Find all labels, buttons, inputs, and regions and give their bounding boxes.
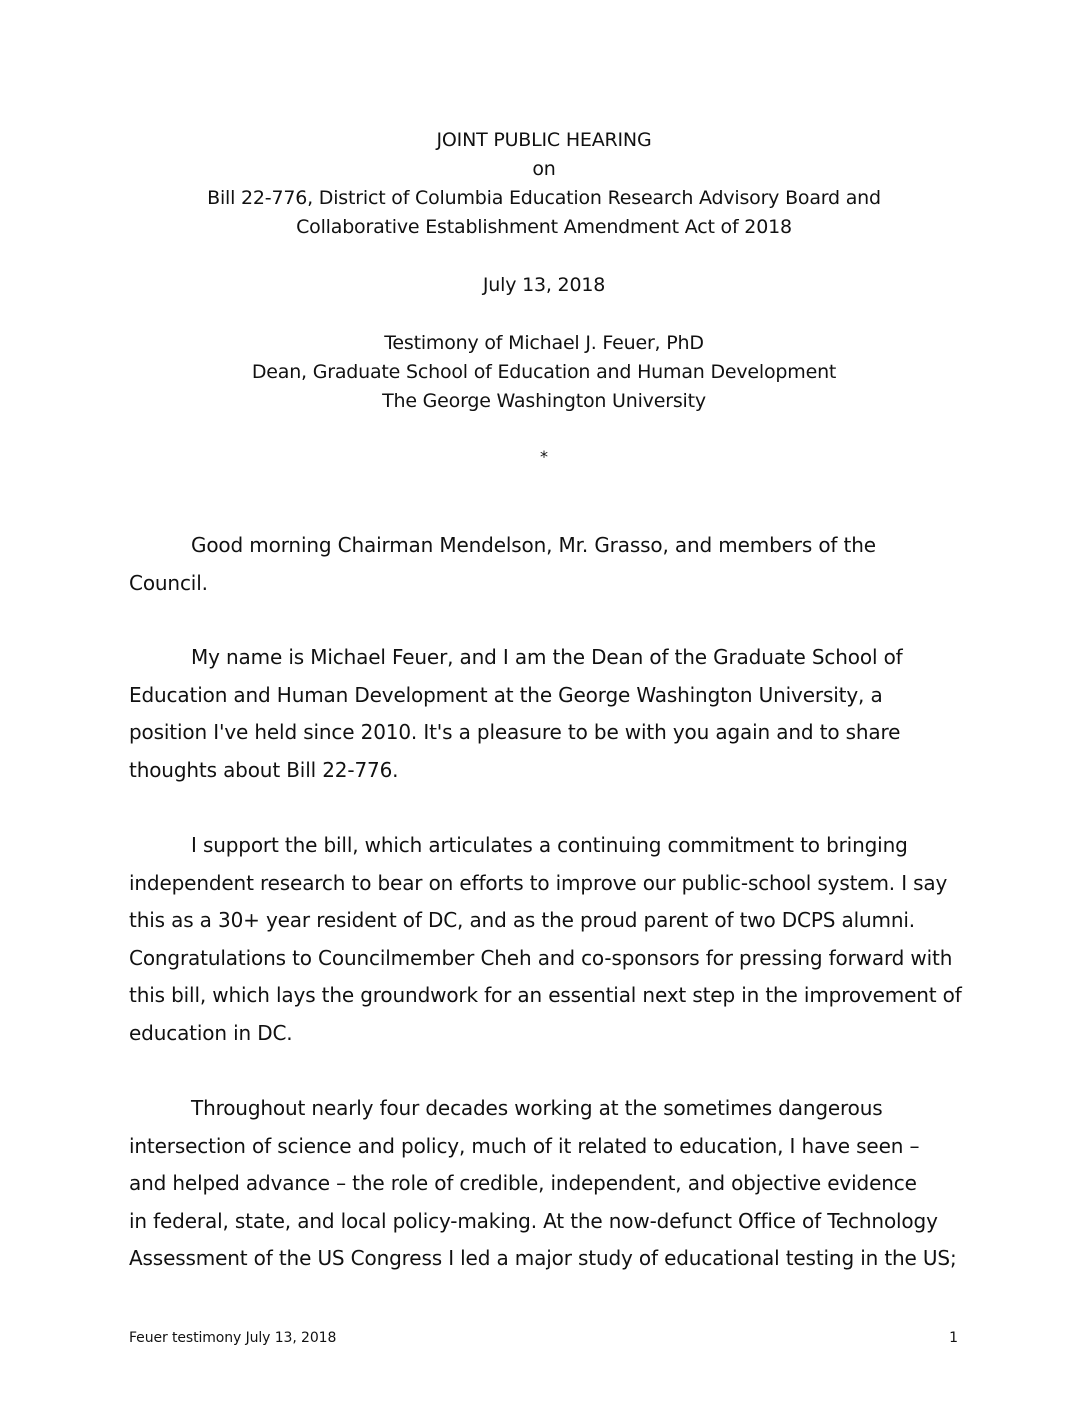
author-block	[0, 329, 1088, 416]
paragraph-1	[129, 527, 969, 602]
bill-title-line-2: Collaborative Establishment Amendment Act of 2018	[296, 216, 792, 238]
paragraph-line: education in DC.	[129, 1020, 293, 1045]
hearing-date	[0, 271, 1088, 300]
paragraph-line: Congratulations to Councilmember Cheh and co-sponsors for pressing forward with	[129, 945, 953, 970]
author-institution: The George Washington University	[382, 390, 706, 412]
paragraph-line: this as a 30+ year resident of DC, and as the proud parent of two DCPS alumni.	[129, 908, 916, 932]
hearing-title: JOINT PUBLIC HEARING	[436, 129, 652, 151]
author-name: Testimony of Michael J. Feuer, PhD	[384, 332, 704, 354]
paragraph-line: My name is Michael Feuer, and I am the Dean of the Graduate School of	[191, 645, 903, 669]
paragraph-line: position I've held since 2010. It's a pleasure to be with you again and to share	[129, 720, 901, 744]
paragraph-line: Council.	[129, 570, 208, 595]
paragraph-3	[129, 827, 969, 1052]
paragraph-line: this bill, which lays the groundwork for an essential next step in the improvement of	[129, 983, 962, 1007]
paragraph-2	[129, 639, 969, 789]
paragraph-line: I support the bill, which articulates a continuing commitment to bringing	[191, 833, 908, 857]
section-separator: *	[540, 447, 548, 466]
bill-title-line-1: Bill 22-776, District of Columbia Education Research Advisory Board and	[207, 187, 881, 209]
paragraph-line: independent research to bear on efforts to improve our public-school system. I say	[129, 870, 948, 895]
page-number: 1	[949, 1330, 958, 1346]
hearing-date-text: July 13, 2018	[482, 274, 606, 296]
hearing-header	[0, 126, 1088, 242]
paragraph-line: in federal, state, and local policy-making. At the now-defunct Office of Technology	[129, 1208, 938, 1233]
paragraph-line: thoughts about Bill 22-776.	[129, 757, 399, 782]
paragraph-line: Assessment of the US Congress I led a major study of educational testing in the US;	[129, 1246, 957, 1270]
paragraph-line: Good morning Chairman Mendelson, Mr. Grasso, and members of the	[191, 533, 876, 557]
hearing-on: on	[532, 158, 556, 180]
paragraph-line: intersection of science and policy, much of it related to education, I have seen –	[129, 1133, 920, 1158]
author-title: Dean, Graduate School of Education and Human Development	[251, 361, 837, 383]
footer-text: Feuer testimony July 13, 2018	[129, 1330, 337, 1346]
paragraph-line: and helped advance – the role of credible, independent, and objective evidence	[129, 1171, 917, 1195]
paragraph-line: Education and Human Development at the George Washington University, a	[129, 682, 883, 707]
paragraph-4	[129, 1090, 969, 1278]
paragraph-line: Throughout nearly four decades working at the sometimes dangerous	[191, 1096, 883, 1120]
